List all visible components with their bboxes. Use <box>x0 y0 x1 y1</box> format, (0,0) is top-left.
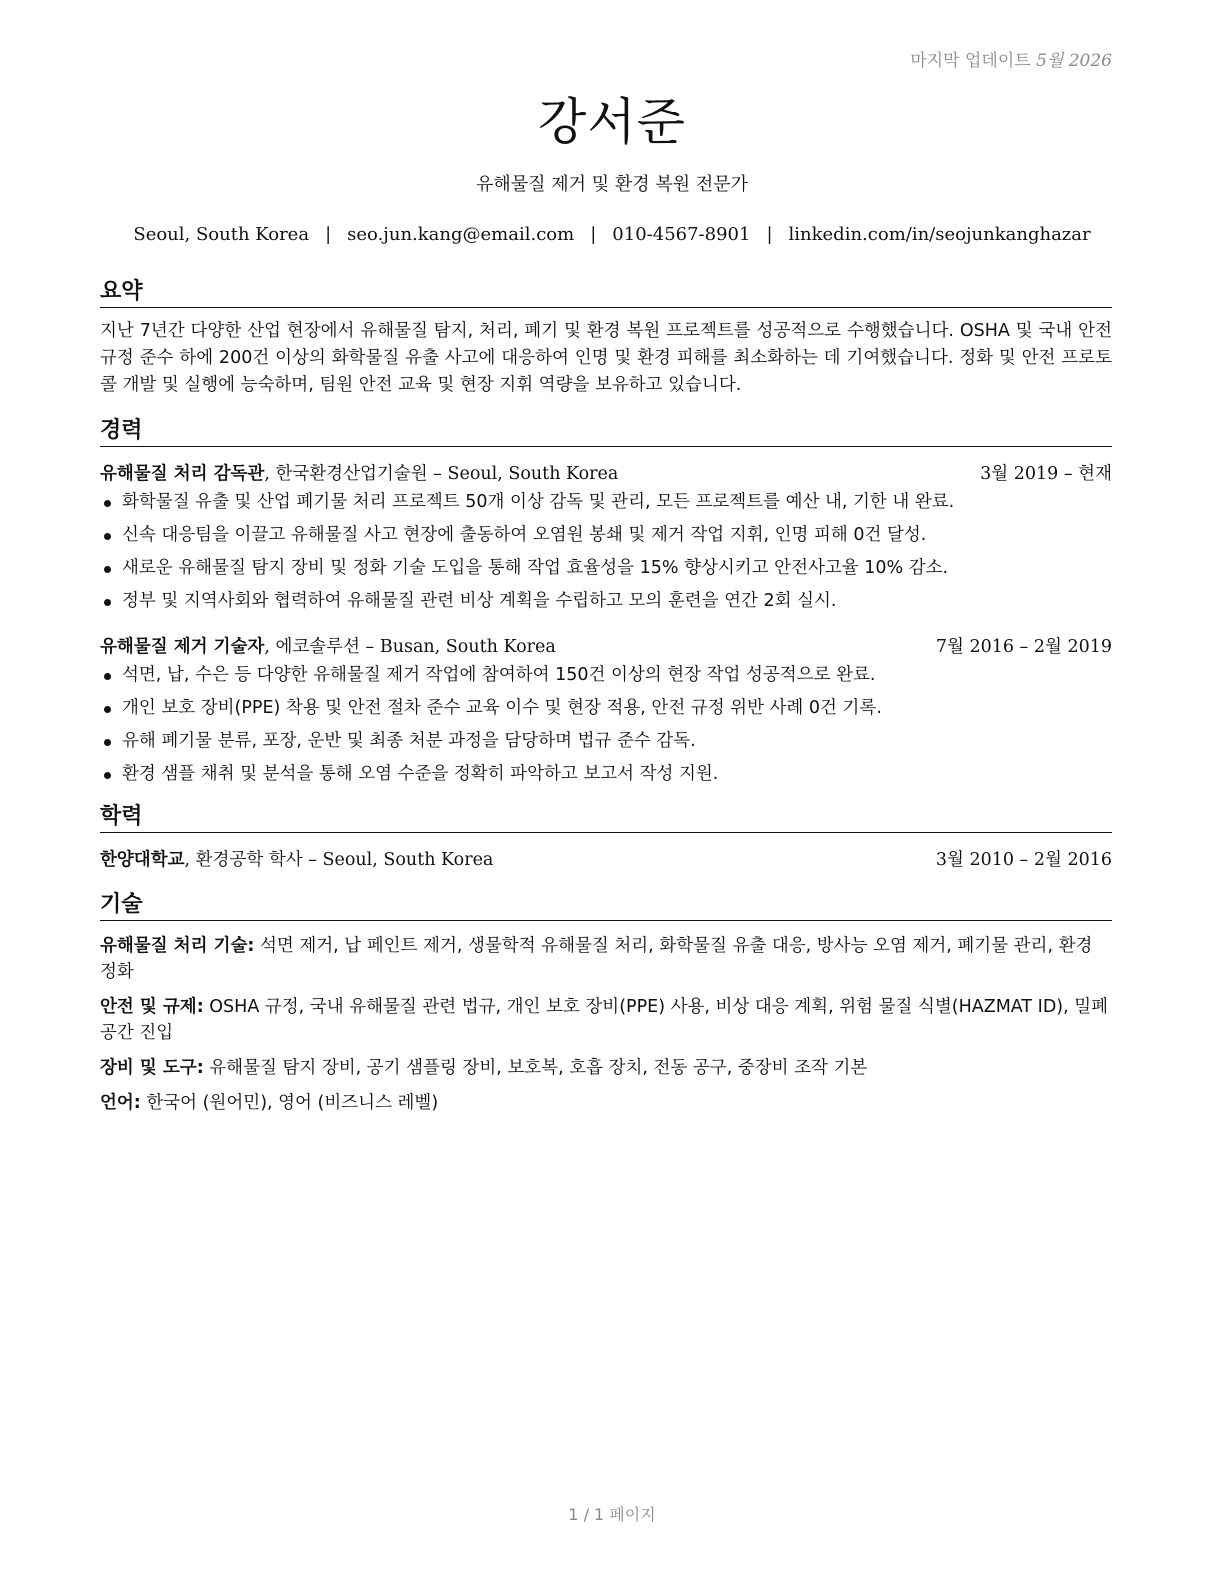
education-detail: , 환경공학 학사 – Seoul, South Korea <box>184 850 494 870</box>
list-item: 새로운 유해물질 탐지 장비 및 정화 기술 도입을 통해 작업 효율성을 15% 향상시키고 안전사고율 10% 감소. <box>100 555 1112 581</box>
contact-phone[interactable]: 010-4567-8901 <box>612 224 751 245</box>
contact-separator: | <box>766 224 773 245</box>
job-bullets <box>100 662 1112 787</box>
resume-body <box>100 274 1112 1125</box>
resume-tagline: 유해물질 제거 및 환경 복원 전문가 <box>475 174 749 195</box>
list-item: 신속 대응팀을 이끌고 유해물질 사고 현장에 출동하여 오염원 봉쇄 및 제거 작업 지휘, 인명 피해 0건 달성. <box>100 522 1112 548</box>
skill-text: 유해물질 탐지 장비, 공기 샘플링 장비, 보호복, 호흡 장치, 전동 공구, 중장비 조작 기본 <box>203 1058 868 1078</box>
education-dates: 3월 2010 – 2월 2016 <box>935 850 1112 870</box>
contact-linkedin[interactable]: linkedin.com/in/seojunkanghazar <box>788 224 1091 245</box>
skill-text: 한국어 (원어민), 영어 (비즈니스 레벨) <box>140 1093 439 1113</box>
job-role: 유해물질 처리 감독관 <box>100 464 265 484</box>
last-updated-label: 마지막 업데이트 <box>910 51 1031 71</box>
list-item: 환경 샘플 채취 및 분석을 통해 오염 수준을 정확히 파악하고 보고서 작성 지원. <box>100 761 1112 787</box>
last-updated <box>910 46 1112 71</box>
list-item: 화학물질 유출 및 산업 폐기물 처리 프로젝트 50개 이상 감독 및 관리, 모든 프로젝트를 예산 내, 기한 내 완료. <box>100 489 1112 515</box>
job-bullets <box>100 489 1112 614</box>
skill-label: 유해물질 처리 기술: <box>100 936 255 956</box>
skill-row <box>100 1055 1112 1081</box>
page-number: 1 / 1 페이지 <box>568 1505 656 1524</box>
skill-label: 언어: <box>100 1093 141 1113</box>
job-header <box>100 461 1112 487</box>
skill-row <box>100 933 1112 985</box>
education-heading: 학력 <box>100 799 1112 833</box>
contact-separator: | <box>590 224 597 245</box>
job-entry <box>100 461 1112 614</box>
list-item: 개인 보호 장비(PPE) 착용 및 안전 절차 준수 교육 이수 및 현장 적용, 안전 규정 위반 사례 0건 기록. <box>100 695 1112 721</box>
job-company: , 에코솔루션 – Busan, South Korea <box>264 637 556 657</box>
contact-separator: | <box>325 224 332 245</box>
list-item: 석면, 납, 수은 등 다양한 유해물질 제거 작업에 참여하여 150건 이상의 현장 작업 성공적으로 완료. <box>100 662 1112 688</box>
skill-text: 석면 제거, 납 페인트 제거, 생물학적 유해물질 처리, 화학물질 유출 대응, 방사능 오염 제거, 폐기물 관리, 환경 정화 <box>100 936 1093 982</box>
resume-name: 강서준 <box>538 93 686 151</box>
experience-heading: 경력 <box>100 413 1112 447</box>
education-entry <box>100 847 1112 873</box>
job-company: , 한국환경산업기술원 – Seoul, South Korea <box>264 464 619 484</box>
job-header <box>100 634 1112 660</box>
list-item: 유해 폐기물 분류, 포장, 운반 및 최종 처분 과정을 담당하며 법규 준수 감독. <box>100 728 1112 754</box>
list-item: 정부 및 지역사회와 협력하여 유해물질 관련 비상 계획을 수립하고 모의 훈련을 연간 2회 실시. <box>100 588 1112 614</box>
job-dates: 3월 2019 – 현재 <box>980 464 1112 484</box>
contact-line <box>0 224 1224 245</box>
contact-email[interactable]: seo.jun.kang@email.com <box>347 224 575 245</box>
education-school: 한양대학교 <box>100 850 185 870</box>
skill-text: OSHA 규정, 국내 유해물질 관련 법규, 개인 보호 장비(PPE) 사용, 비상 대응 계획, 위험 물질 식별(HAZMAT ID), 밀폐 공간 진입 <box>100 997 1109 1043</box>
job-role: 유해물질 제거 기술자 <box>100 637 265 657</box>
skills-list <box>100 933 1112 1116</box>
job-entry <box>100 634 1112 787</box>
summary-text: 지난 7년간 다양한 산업 현장에서 유해물질 탐지, 처리, 폐기 및 환경 복원 프로젝트를 성공적으로 수행했습니다. OSHA 및 국내 안전 규정 준수 하에 200건 이상의 화학물질 유출 사고에 대응하여 인명 및 환경 피해를 최소화하는 데 기여했습니다. 정화 및 안전 프로토콜 개발 및 실행에 능숙하며, 팀원 안전 교육 및 현장 지휘 역량을 보유하고 있습니다. <box>100 321 1112 395</box>
job-dates: 7월 2016 – 2월 2019 <box>935 637 1112 657</box>
skill-label: 안전 및 규제: <box>100 997 204 1017</box>
skill-label: 장비 및 도구: <box>100 1058 204 1078</box>
last-updated-date: 5월 2026 <box>1036 51 1112 71</box>
summary-heading: 요약 <box>100 274 1112 308</box>
skill-row <box>100 1090 1112 1116</box>
skills-heading: 기술 <box>100 887 1112 921</box>
skill-row <box>100 994 1112 1046</box>
contact-location: Seoul, South Korea <box>133 224 310 245</box>
